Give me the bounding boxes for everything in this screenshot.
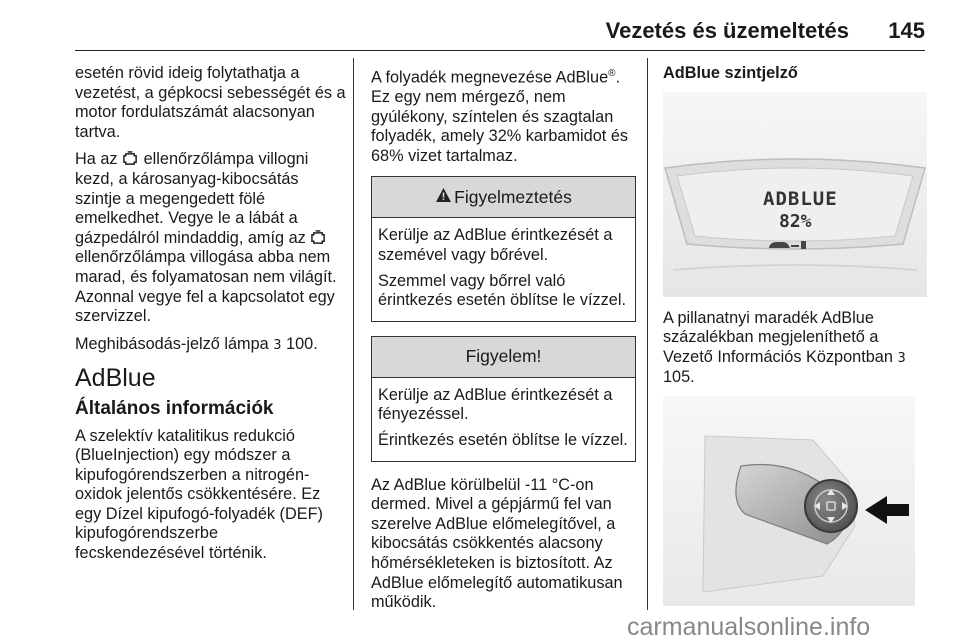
caution-box-body xyxy=(372,378,635,461)
paragraph xyxy=(663,309,931,388)
warning-box-body xyxy=(372,218,635,320)
caution-text: Érintkezés esetén öblítse le vízzel. xyxy=(378,430,628,449)
caution-box xyxy=(371,336,636,462)
control-stalk-illustration xyxy=(663,396,915,606)
control-stalk-drawing xyxy=(663,396,915,606)
paragraph: Az AdBlue körülbelül -11 °C-on dermed. Mivel a gépjármű fel van szerelve AdBlue előmelegítővel, a kibocsátás csökkentés alacsony hőmérsékleteken is biztosított. Az AdBlue előmelegítő automatikusan működik. xyxy=(371,475,623,612)
page-reference[interactable]: 105. xyxy=(663,368,695,387)
warning-box xyxy=(371,176,636,321)
subsection-heading: AdBlue szintjelző xyxy=(663,64,798,82)
warning-title: Figyelmeztetés xyxy=(454,186,572,207)
paragraph-text: A folyadék megnevezése AdBlue xyxy=(371,68,609,87)
column-divider xyxy=(353,58,354,610)
paragraph-text: Ha az xyxy=(75,150,118,169)
warning-text: Kerülje az AdBlue érintkezését a szemével vagy bőrével. xyxy=(378,226,613,264)
paragraph-text: . Ez egy nem mérgező, nem gyúlékony, színtelen és szagtalan folyadék, amely 32% karbamidot és 68% vizet tartalmaz. xyxy=(371,68,629,165)
paragraph xyxy=(371,64,636,166)
warning-text: Szemmel vagy bőrrel való érintkezés esetén öblítse le vízzel. xyxy=(378,271,626,310)
paragraph xyxy=(75,150,347,326)
car-to-fuel-icon xyxy=(767,237,809,257)
page-reference[interactable]: 100. xyxy=(286,334,318,353)
header-title: Vezetés és üzemeltetés xyxy=(605,18,849,43)
caution-text: Kerülje az AdBlue érintkezését a fényezéssel. xyxy=(378,385,613,424)
paragraph-text: Meghibásodás-jelző lámpa xyxy=(75,334,269,353)
engine-warning-icon xyxy=(310,230,327,245)
paragraph-text: ellenőrzőlámpa villogása abba nem marad, és folyamatosan nem világít. Azonnal vegye fel a kapcsolatot egy szervizzel. xyxy=(75,248,337,326)
subsection-heading: Általános információk xyxy=(75,397,274,419)
warning-triangle-icon xyxy=(435,187,452,208)
watermark: carmanualsonline.info xyxy=(627,613,871,641)
paragraph-text: A pillanatnyi maradék AdBlue százalékban megjeleníthető a Vezető Információs Központban xyxy=(663,308,893,366)
column-divider xyxy=(647,58,648,610)
paragraph-text: ellenőrzőlámpa villogni kezd, a károsanyag-kibocsátás szintje a megengedett fölé emelkedhet. Vegye le a lábát a gázpedálról mindaddig, amíg az xyxy=(75,150,309,247)
display-adblue-percent: 82% xyxy=(779,210,812,232)
page-ref-arrow-icon: 3 xyxy=(273,337,282,353)
dashboard-display-illustration xyxy=(663,92,927,297)
section-heading: AdBlue xyxy=(75,364,156,393)
column-right xyxy=(663,64,931,618)
page-number: 145 xyxy=(888,18,925,43)
paragraph: A szelektív katalitikus redukció (BlueInjection) egy módszer a kipufogórendszerben a nitrogén-oxidok jelentős csökkentésére. Ez egy Dízel kipufogó-folyadék (DEF) kipufogórendszerbe fecskendezésével történik. xyxy=(75,426,323,563)
registered-mark: ® xyxy=(608,68,616,79)
page-header xyxy=(75,0,925,51)
display-adblue-label: ADBLUE xyxy=(763,187,838,210)
page-ref-arrow-icon: 3 xyxy=(897,350,906,366)
column-middle xyxy=(371,64,636,621)
paragraph: esetén rövid ideig folytathatja a vezetést, a gépkocsi sebességét és a motor fordulatszámát alacsonyan tartva. xyxy=(75,64,346,141)
paragraph xyxy=(75,335,347,356)
engine-warning-icon xyxy=(122,151,139,166)
warning-box-header xyxy=(372,177,635,218)
caution-box-header: Figyelem! xyxy=(372,337,635,378)
column-left xyxy=(75,64,347,572)
